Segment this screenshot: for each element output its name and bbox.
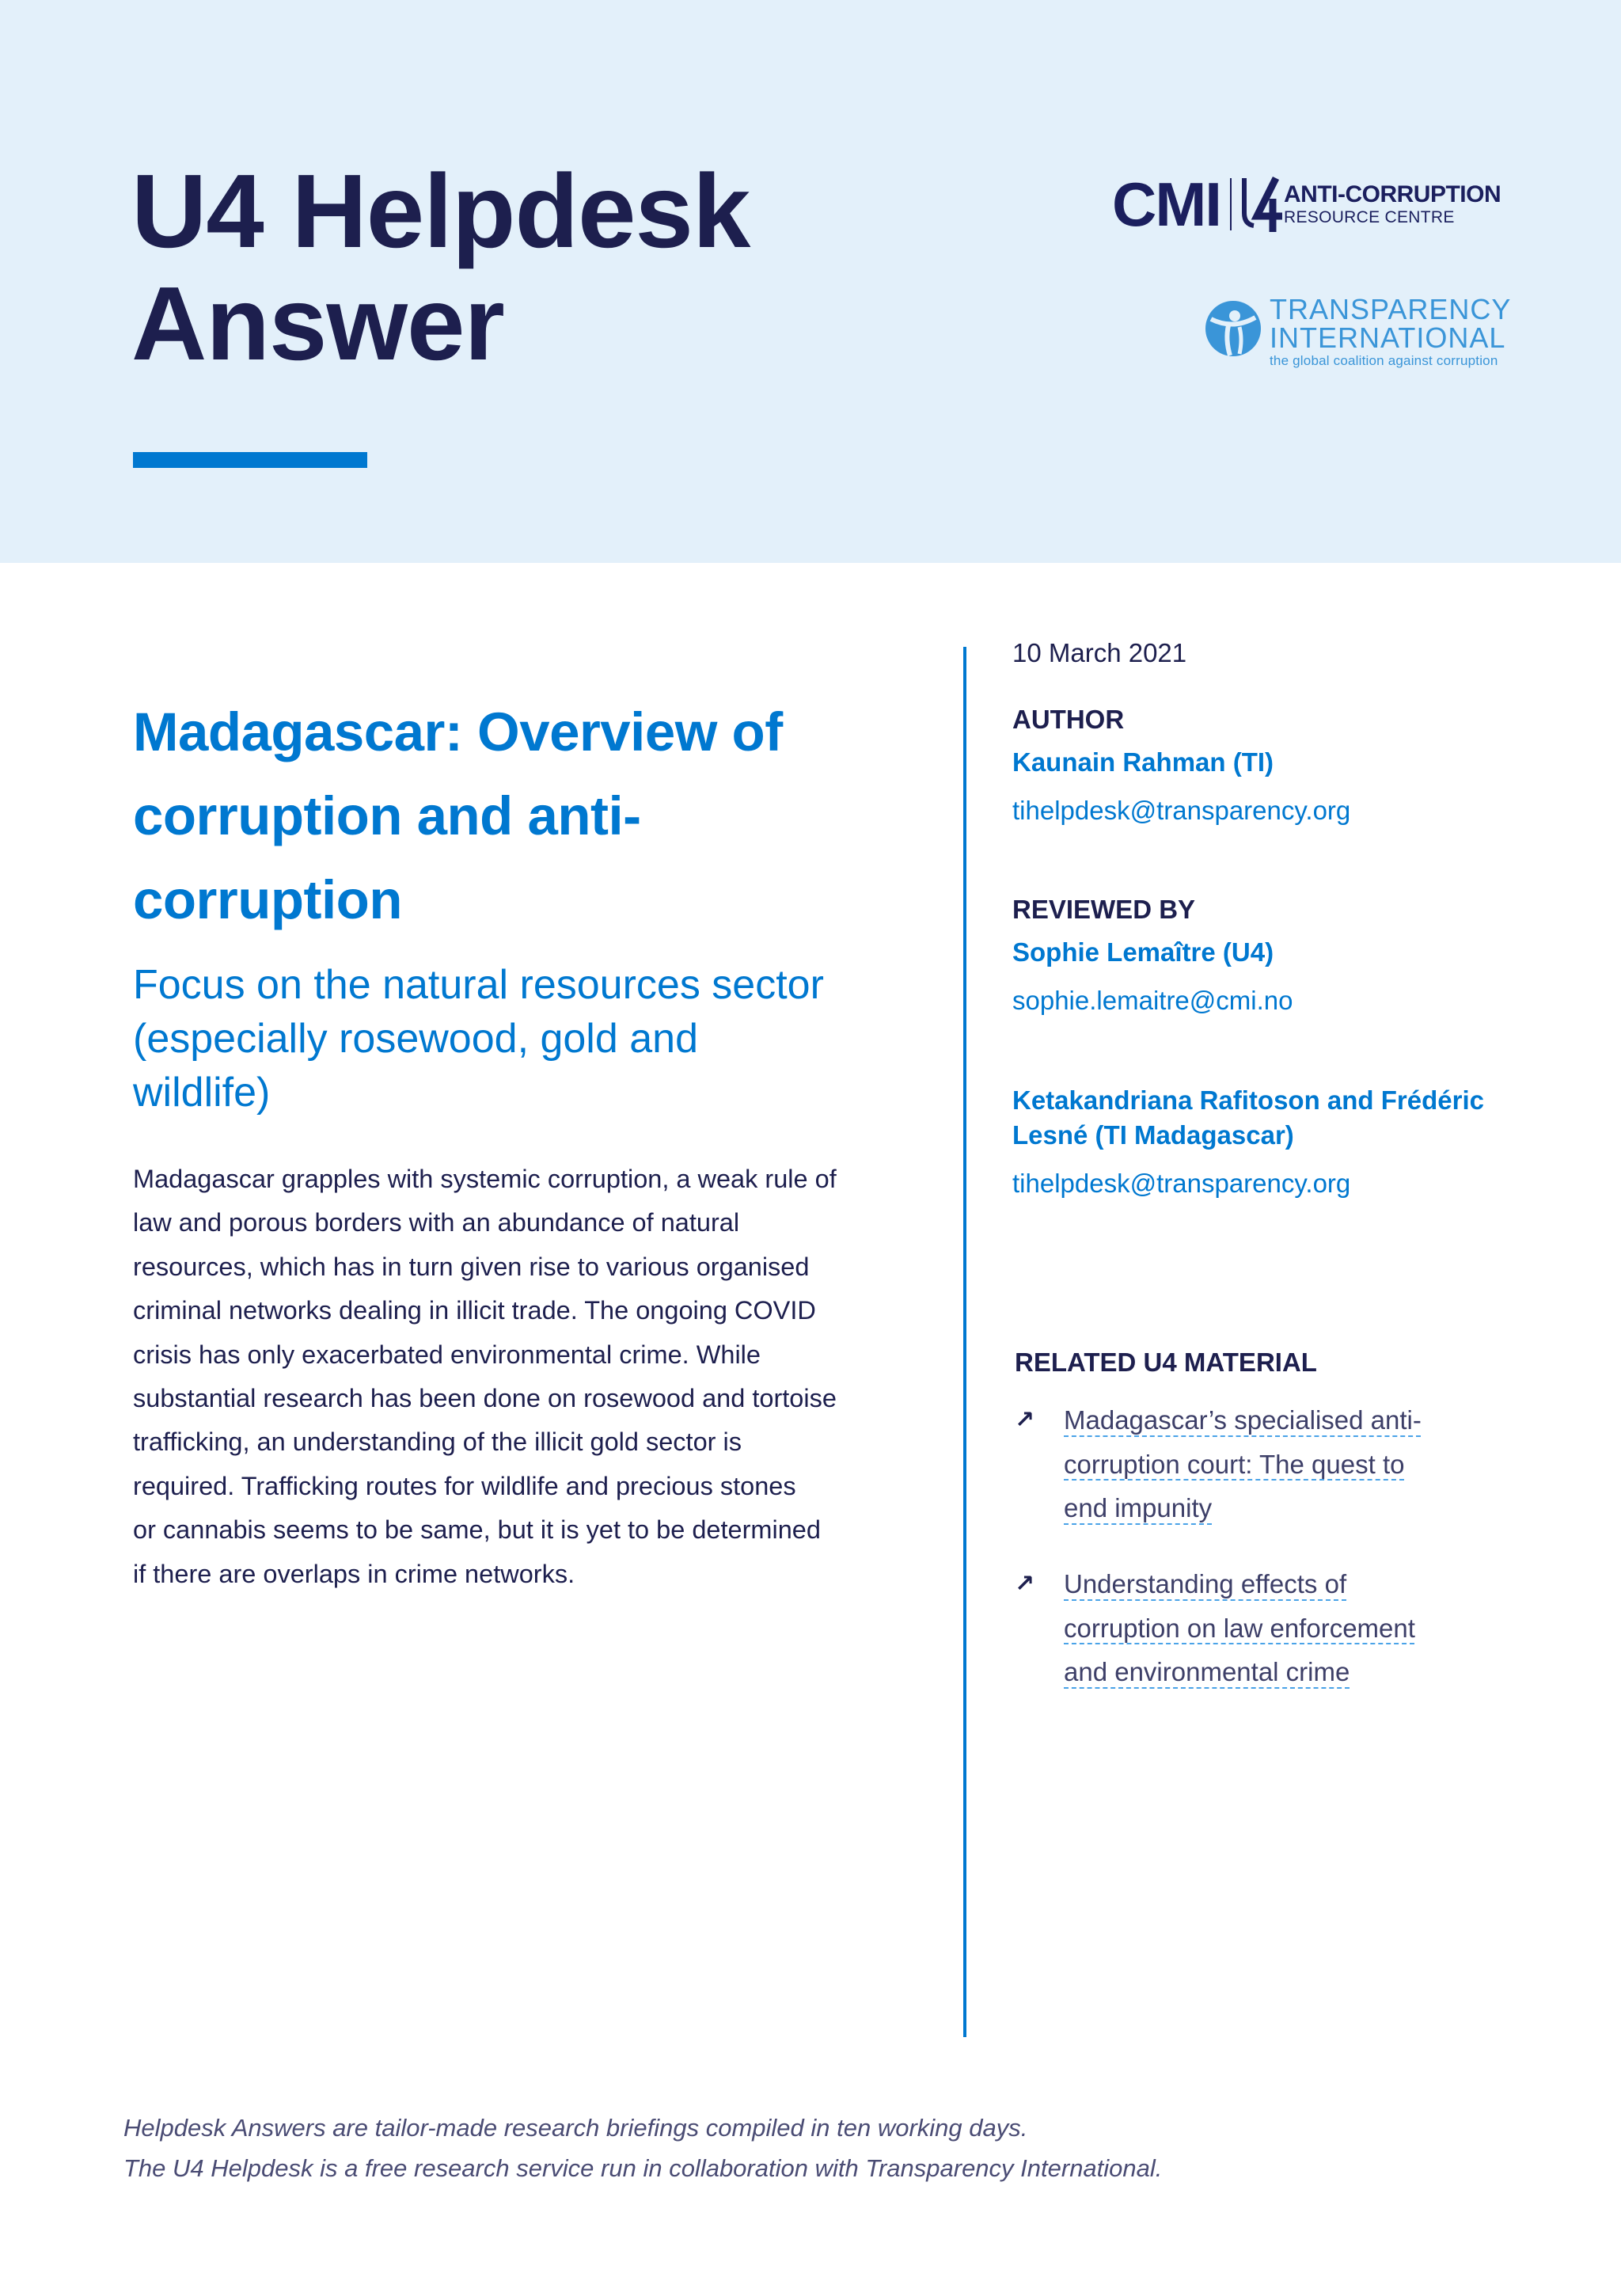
related-link-text[interactable]: Understanding effects of corruption on law enforcement and environmental crime (1064, 1569, 1415, 1686)
page-subtitle: Focus on the natural resources sector (especially rosewood, gold and wildlife) (133, 962, 824, 1116)
author-email-link[interactable]: tihelpdesk@transparency.org (1012, 796, 1351, 825)
header-banner (0, 0, 1621, 563)
page-title: Madagascar: Overview of corruption and anti- corruption (133, 701, 783, 930)
ti-logo-text: TRANSPARENCY INTERNATIONAL the global coalition against corruption (1270, 293, 1512, 368)
ti-globe-icon (1203, 298, 1263, 359)
u4-logo-text: ANTI-CORRUPTION RESOURCE CENTRE (1283, 181, 1501, 226)
reviewer-email-link[interactable]: tihelpdesk@transparency.org (1012, 1169, 1351, 1198)
accent-bar (133, 452, 367, 468)
footer-line: The U4 Helpdesk is a free research service run in collaboration with Transparency International. (123, 2154, 1163, 2182)
document-type-title-line1: U4 Helpdesk (131, 153, 750, 269)
arrow-up-right-icon: ↗ (1015, 1571, 1035, 1597)
arrow-up-right-icon: ↗ (1015, 1407, 1035, 1433)
reviewer-email-link[interactable]: sophie.lemaitre@cmi.no (1012, 986, 1293, 1015)
footer-line: Helpdesk Answers are tailor-made research briefings compiled in ten working days. (123, 2114, 1028, 2142)
author-name: Kaunain Rahman (TI) (1012, 747, 1274, 777)
reviewer-name: Ketakandriana Rafitoson and Frédéric Lesné (TI Madagascar) (1012, 1085, 1484, 1150)
u4-logo-icon (1239, 175, 1284, 234)
cmi-u4-logo (1112, 169, 1501, 239)
reviewer-name: Sophie Lemaître (U4) (1012, 937, 1274, 967)
footer-note (123, 2108, 1162, 2188)
related-link-text[interactable]: Madagascar’s specialised anti- corruption court: The quest to end impunity (1064, 1405, 1422, 1522)
summary-paragraph: Madagascar grapples with systemic corruption, a weak rule of law and porous borders with an abundance of natural resources, which has in turn given rise to various organised criminal networks dealing in illicit trade. The ongoing COVID crisis has only exacerbated environmental crime. While substantial research has been done on rosewood and tortoise trafficking, an understanding of the illicit gold sector is required. Trafficking routes for wildlife and precious stones or cannabis seems to be same, but it is yet to be determined if there are overlaps in crime networks. (133, 1165, 837, 1588)
document-type-title-line2: Answer (131, 265, 504, 382)
reviewed-by-label: REVIEWED BY (1012, 895, 1196, 924)
document-type-title (131, 155, 750, 380)
cmi-logo-mark: CMI (1112, 169, 1220, 239)
related-link-environmental-crime[interactable] (1015, 1562, 1452, 1694)
publication-date: 10 March 2021 (1012, 638, 1187, 667)
logo-separator (1230, 178, 1232, 230)
column-divider (963, 647, 966, 2037)
related-link-anti-corruption-court[interactable] (1015, 1398, 1452, 1530)
transparency-international-logo (1203, 295, 1511, 367)
author-label: AUTHOR (1012, 705, 1125, 734)
related-material-heading: RELATED U4 MATERIAL (1015, 1348, 1317, 1377)
